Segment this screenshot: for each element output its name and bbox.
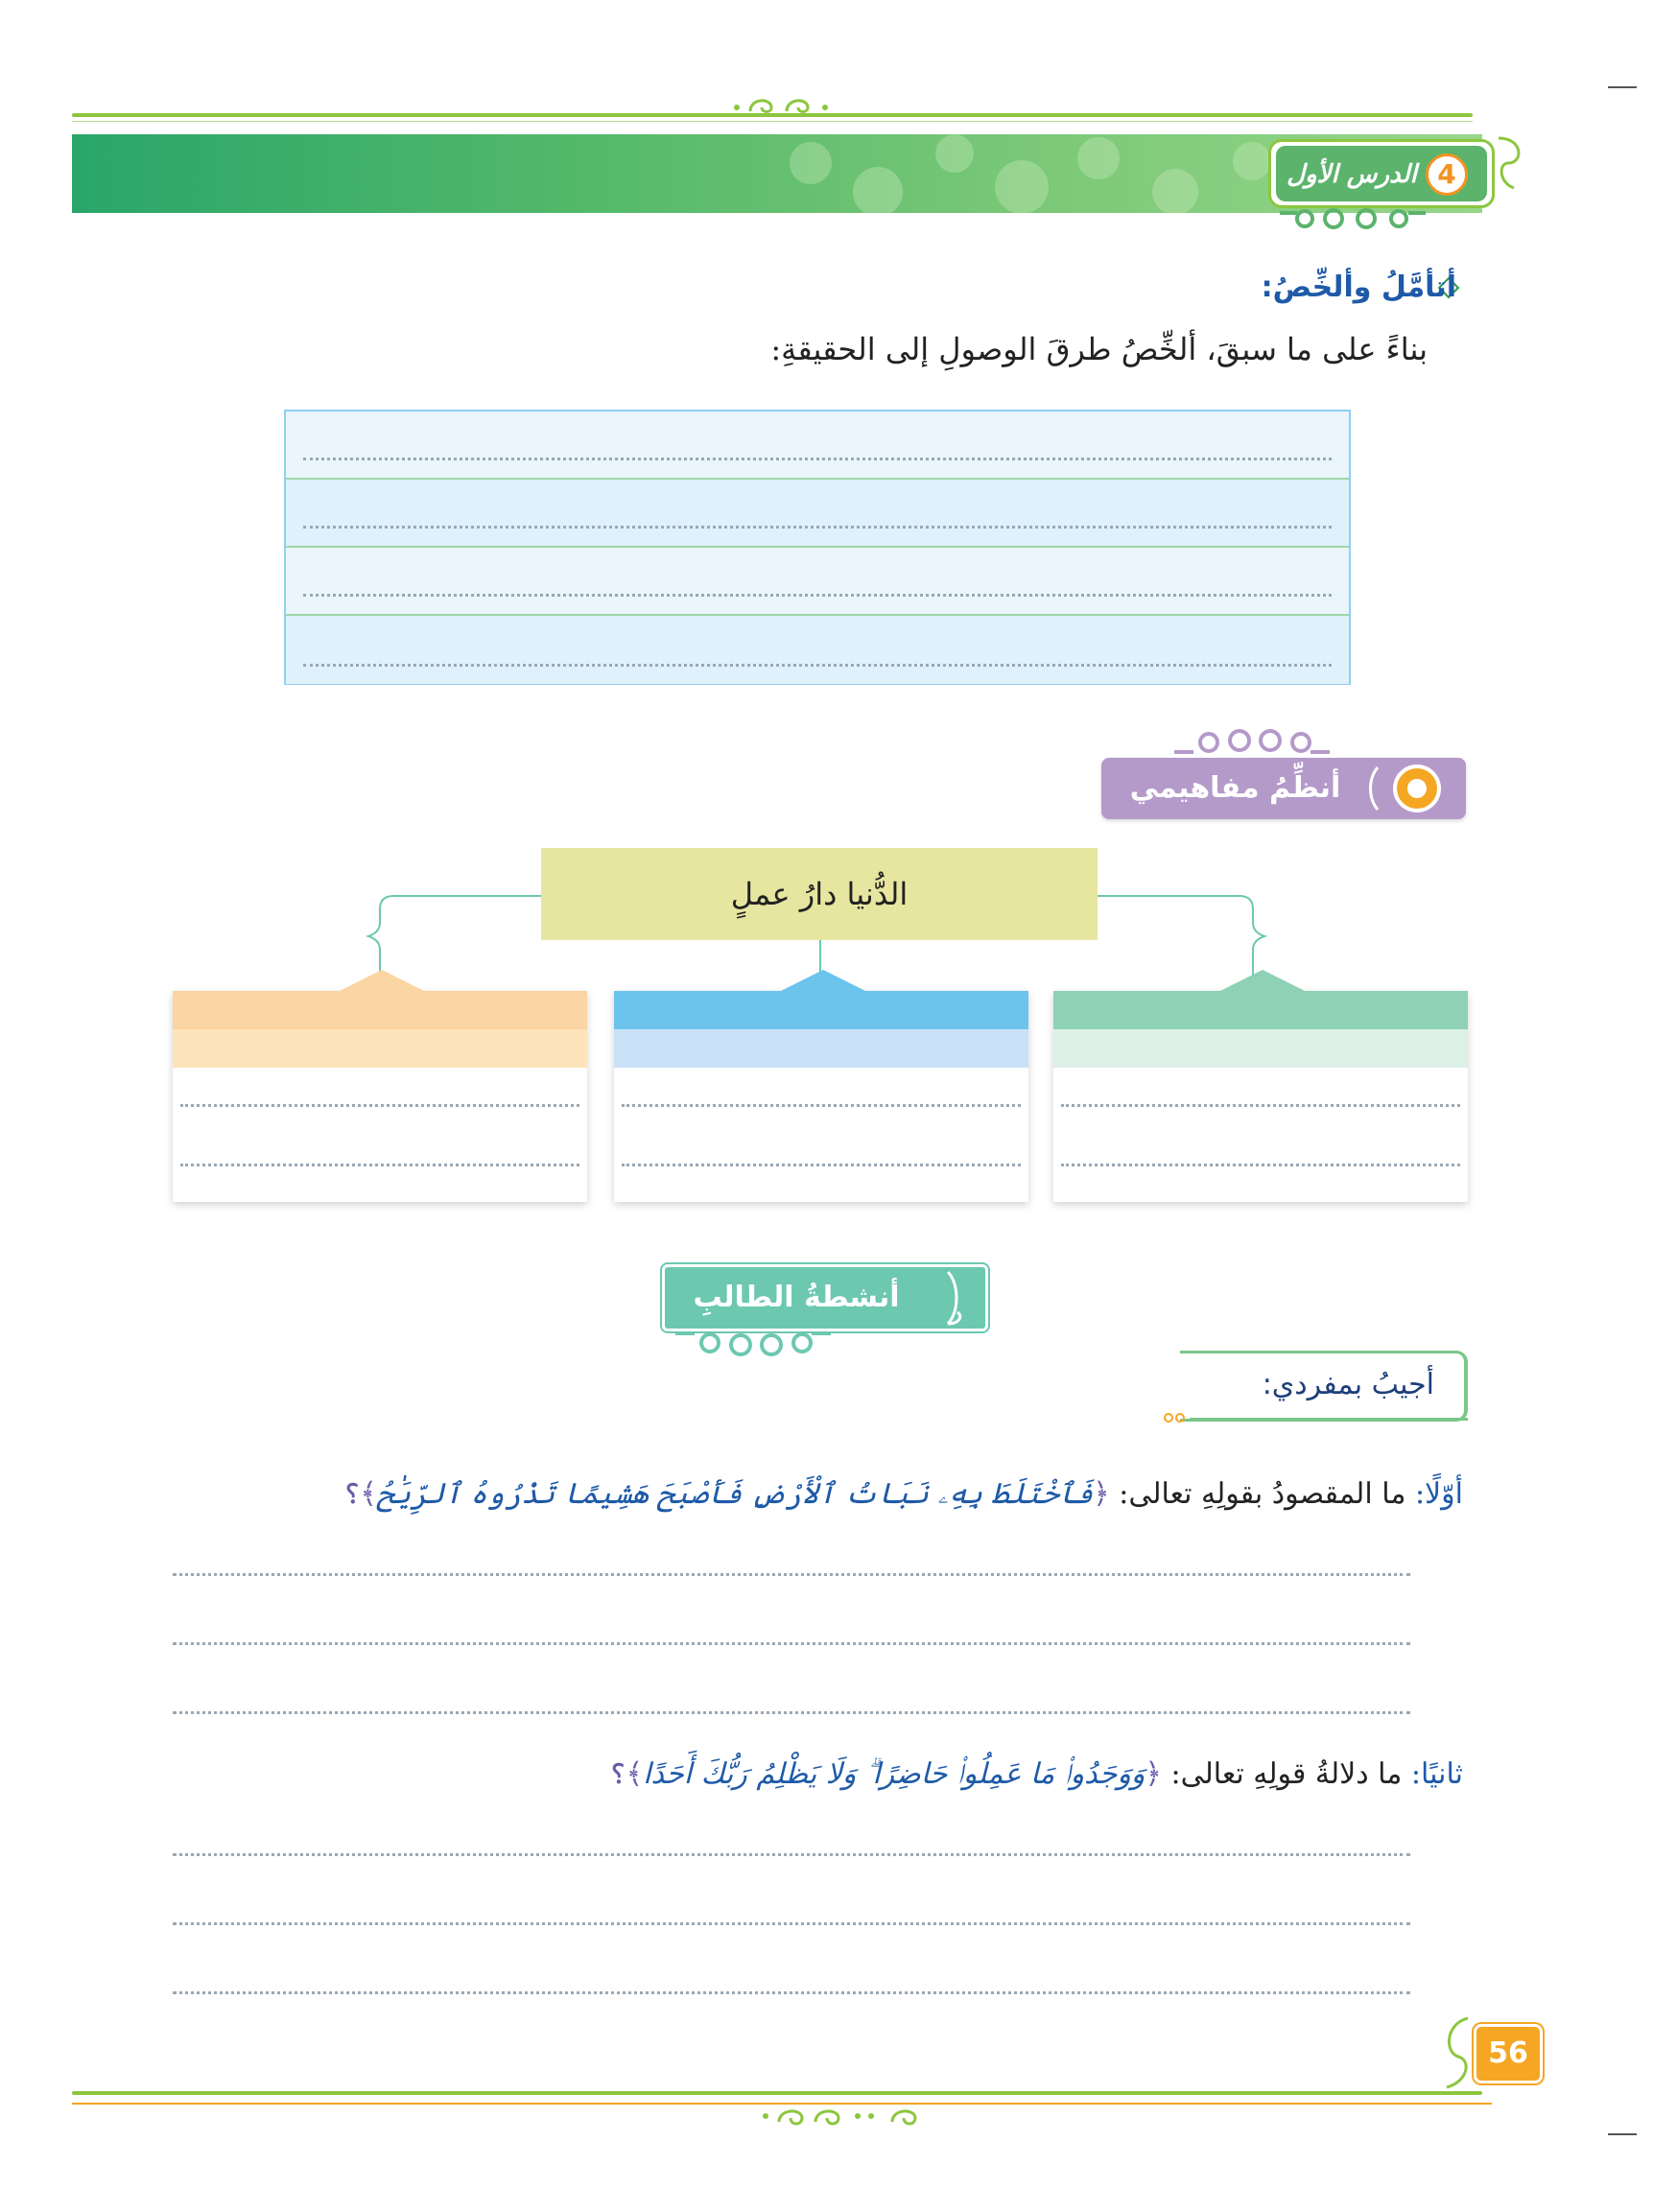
question-2 — [609, 1748, 1463, 1801]
card-dotted-line — [180, 1104, 579, 1107]
question-2-answer-line[interactable] — [173, 1922, 1410, 1925]
answer-row[interactable] — [286, 548, 1349, 616]
card-header — [1053, 991, 1468, 1029]
answer-row[interactable] — [286, 616, 1349, 684]
answer-individually-label: أجيبُ بمفردي: — [1262, 1368, 1434, 1401]
banner-curl — [1495, 134, 1533, 192]
student-activities-label: أنشطةُ الطالبِ — [693, 1281, 900, 1314]
footer-curl — [1439, 2014, 1477, 2091]
question-2-open-bracket: ﴿ — [1145, 1757, 1162, 1791]
card-pointer — [340, 970, 424, 991]
question-2-number: ثانيًا: — [1410, 1757, 1463, 1791]
answer-row[interactable] — [286, 412, 1349, 480]
card-dotted-line — [1061, 1104, 1460, 1107]
question-1-open-bracket: ﴿ — [1093, 1477, 1110, 1511]
card-pointer — [1220, 970, 1305, 991]
answer-dotted-line — [303, 526, 1332, 529]
margin-mark-bottom — [1608, 2133, 1637, 2135]
card-subheader — [173, 1029, 587, 1068]
concept-card-orange[interactable] — [173, 991, 587, 1202]
concept-map-root-label: الدُّنيا دارُ عملٍ — [730, 876, 909, 912]
question-2-answer-line[interactable] — [173, 1853, 1410, 1856]
question-2-close-bracket: ﴾؟ — [609, 1757, 644, 1791]
clock-face-icon — [1405, 776, 1429, 801]
summary-answer-table — [284, 410, 1351, 685]
activities-badge-curl — [940, 1268, 969, 1328]
card-dotted-line — [622, 1104, 1021, 1107]
card-header — [173, 991, 587, 1029]
question-1-verse: فَٱخْتَلَطَ بِهِۦ نَبَاتُ ٱلْأَرْضِ فَأَصْبَحَ هَشِيمًا تَذْرُوهُ ٱلرِّيَٰحُ — [377, 1477, 1094, 1511]
question-2-verse: وَوَجَدُوا۟ مَا عَمِلُوا۟ حَاضِرًا ۗ وَلَا يَظْلِمُ رَبُّكَ أَحَدًا — [643, 1757, 1145, 1791]
footer-rule — [72, 2091, 1482, 2095]
reflect-instruction: بناءً على ما سبقَ، ألخِّصُ طرقَ الوصولِ إلى الحقيقةِ: — [770, 331, 1428, 367]
card-dotted-line — [1061, 1164, 1460, 1166]
question-1-answer-line[interactable] — [173, 1573, 1410, 1576]
organize-badge-separator — [1366, 765, 1381, 812]
answer-individually-dots — [1161, 1410, 1190, 1425]
card-pointer — [781, 970, 865, 991]
organize-badge-ornament — [1170, 719, 1334, 758]
concept-card-green[interactable] — [1053, 991, 1468, 1202]
answer-dotted-line — [303, 594, 1332, 597]
question-1 — [343, 1468, 1463, 1521]
organize-concepts-label: أنظِّمُ مفاهيمي — [1129, 771, 1341, 805]
reflect-heading: أتأمَّلُ وألخِّصُ: — [1261, 271, 1456, 304]
question-1-text: ما المقصودُ بقولِهِ تعالى: — [1119, 1477, 1406, 1511]
lesson-title: الدرس الأول — [1287, 160, 1417, 189]
lesson-number-badge: 4 — [1426, 153, 1468, 196]
answer-individually-underline — [1190, 1418, 1468, 1421]
question-1-number: أوّلًا: — [1414, 1477, 1463, 1511]
answer-dotted-line — [303, 458, 1332, 460]
answer-row[interactable] — [286, 480, 1349, 548]
concept-card-blue[interactable] — [614, 991, 1028, 1202]
question-1-close-bracket: ﴾؟ — [342, 1477, 377, 1511]
footer-swirl-ornament — [758, 2105, 931, 2133]
card-dotted-line — [180, 1164, 579, 1166]
margin-mark-top — [1608, 86, 1637, 88]
banner-pattern — [772, 134, 1290, 213]
answer-dotted-line — [303, 664, 1332, 667]
top-rule-thin — [72, 121, 1473, 122]
page-number: 56 — [1488, 2036, 1528, 2070]
lesson-tag-ornament — [1276, 205, 1429, 234]
card-subheader — [1053, 1029, 1468, 1068]
card-subheader — [614, 1029, 1028, 1068]
card-header — [614, 991, 1028, 1029]
question-1-answer-line[interactable] — [173, 1642, 1410, 1645]
question-2-answer-line[interactable] — [173, 1991, 1410, 1994]
question-1-answer-line[interactable] — [173, 1711, 1410, 1714]
top-swirl-ornament — [729, 92, 844, 117]
card-dotted-line — [622, 1164, 1021, 1166]
activities-badge-ornament — [672, 1328, 835, 1366]
question-2-text: ما دلالةُ قولِهِ تعالى: — [1170, 1757, 1403, 1791]
